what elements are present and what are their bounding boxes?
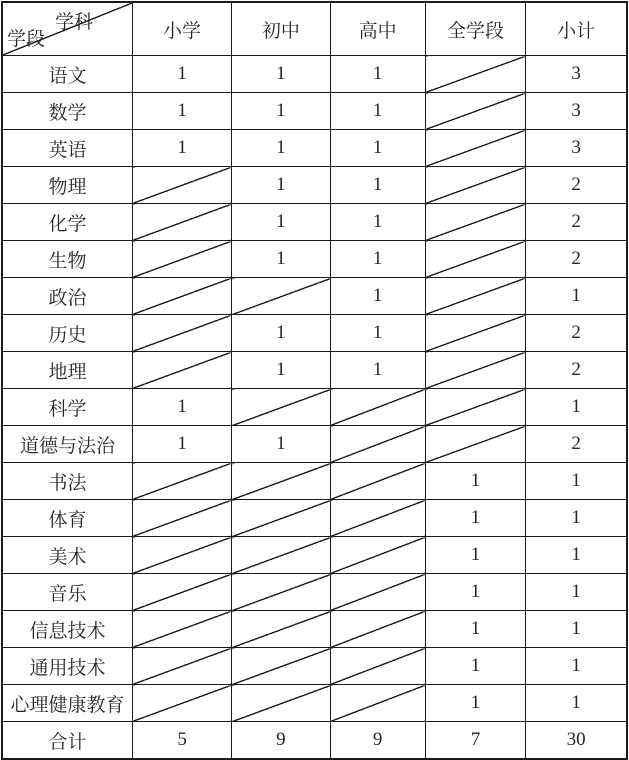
value-cell: 1	[232, 352, 330, 389]
value-cell: 1	[232, 241, 330, 278]
value-cell: 1	[132, 56, 231, 93]
row-label: 信息技术	[2, 611, 132, 648]
value-cell: 1	[425, 611, 525, 648]
value-cell: 1	[526, 611, 627, 648]
column-header: 小学	[132, 2, 231, 56]
row-label: 体育	[2, 500, 132, 537]
table-row	[2, 574, 627, 611]
table-row	[2, 241, 627, 278]
row-label: 历史	[2, 315, 132, 352]
table-row	[2, 500, 627, 537]
value-cell: 3	[526, 93, 627, 130]
table-row	[2, 389, 627, 426]
table-row	[2, 315, 627, 352]
value-cell: 1	[232, 426, 330, 463]
empty-cell-diagonal	[330, 685, 425, 722]
value-cell: 1	[232, 167, 330, 204]
total-value-cell: 30	[526, 722, 627, 760]
value-cell: 1	[132, 93, 231, 130]
empty-cell-diagonal	[232, 500, 330, 537]
empty-cell-diagonal	[132, 241, 231, 278]
row-label: 化学	[2, 204, 132, 241]
row-label: 美术	[2, 537, 132, 574]
value-cell: 1	[526, 389, 627, 426]
row-label: 英语	[2, 130, 132, 167]
value-cell: 1	[425, 537, 525, 574]
corner-cell	[2, 2, 132, 56]
empty-cell-diagonal	[132, 167, 231, 204]
value-cell: 2	[526, 426, 627, 463]
empty-cell-diagonal	[132, 352, 231, 389]
empty-cell-diagonal	[425, 204, 525, 241]
column-header: 高中	[330, 2, 425, 56]
empty-cell-diagonal	[132, 685, 231, 722]
value-cell: 1	[232, 204, 330, 241]
row-label: 语文	[2, 56, 132, 93]
value-cell: 1	[425, 463, 525, 500]
empty-cell-diagonal	[232, 574, 330, 611]
empty-cell-diagonal	[232, 611, 330, 648]
empty-cell-diagonal	[425, 352, 525, 389]
value-cell: 2	[526, 204, 627, 241]
row-label: 科学	[2, 389, 132, 426]
value-cell: 1	[330, 56, 425, 93]
column-header: 全学段	[425, 2, 525, 56]
total-value-cell: 7	[425, 722, 525, 760]
value-cell: 2	[526, 315, 627, 352]
value-cell: 1	[330, 352, 425, 389]
empty-cell-diagonal	[132, 278, 231, 315]
empty-cell-diagonal	[330, 574, 425, 611]
table-body	[2, 56, 627, 760]
value-cell: 1	[526, 648, 627, 685]
empty-cell-diagonal	[232, 685, 330, 722]
row-label: 书法	[2, 463, 132, 500]
table-row	[2, 204, 627, 241]
empty-cell-diagonal	[330, 389, 425, 426]
value-cell: 1	[330, 204, 425, 241]
row-label: 物理	[2, 167, 132, 204]
table-row	[2, 167, 627, 204]
empty-cell-diagonal	[132, 463, 231, 500]
empty-cell-diagonal	[425, 93, 525, 130]
empty-cell-diagonal	[132, 315, 231, 352]
table-row	[2, 648, 627, 685]
value-cell: 1	[526, 537, 627, 574]
value-cell: 1	[132, 389, 231, 426]
value-cell: 1	[232, 56, 330, 93]
empty-cell-diagonal	[330, 426, 425, 463]
value-cell: 1	[526, 500, 627, 537]
value-cell: 2	[526, 241, 627, 278]
row-label: 通用技术	[2, 648, 132, 685]
total-value-cell: 9	[232, 722, 330, 760]
row-label: 政治	[2, 278, 132, 315]
empty-cell-diagonal	[132, 648, 231, 685]
row-label: 音乐	[2, 574, 132, 611]
total-row	[2, 722, 627, 760]
value-cell: 1	[232, 130, 330, 167]
empty-cell-diagonal	[232, 278, 330, 315]
value-cell: 1	[425, 574, 525, 611]
row-label: 地理	[2, 352, 132, 389]
value-cell: 1	[232, 93, 330, 130]
corner-stage-label: 学段	[7, 29, 46, 50]
table-row	[2, 352, 627, 389]
empty-cell-diagonal	[132, 537, 231, 574]
empty-cell-diagonal	[330, 463, 425, 500]
empty-cell-diagonal	[425, 426, 525, 463]
corner-subject-label: 学科	[55, 12, 94, 33]
empty-cell-diagonal	[330, 611, 425, 648]
empty-cell-diagonal	[132, 611, 231, 648]
empty-cell-diagonal	[425, 56, 525, 93]
value-cell: 1	[425, 685, 525, 722]
column-header: 小计	[526, 2, 627, 56]
value-cell: 1	[232, 315, 330, 352]
row-label: 生物	[2, 241, 132, 278]
empty-cell-diagonal	[425, 167, 525, 204]
empty-cell-diagonal	[232, 389, 330, 426]
value-cell: 1	[526, 463, 627, 500]
empty-cell-diagonal	[132, 204, 231, 241]
value-cell: 1	[526, 574, 627, 611]
value-cell: 3	[526, 130, 627, 167]
value-cell: 1	[425, 500, 525, 537]
empty-cell-diagonal	[132, 500, 231, 537]
total-value-cell: 9	[330, 722, 425, 760]
table-row	[2, 463, 627, 500]
empty-cell-diagonal	[232, 463, 330, 500]
empty-cell-diagonal	[425, 278, 525, 315]
total-value-cell: 5	[132, 722, 231, 760]
value-cell: 1	[330, 241, 425, 278]
table-row	[2, 611, 627, 648]
empty-cell-diagonal	[232, 648, 330, 685]
empty-cell-diagonal	[132, 574, 231, 611]
value-cell: 3	[526, 56, 627, 93]
table-row	[2, 685, 627, 722]
table-row	[2, 130, 627, 167]
row-label: 数学	[2, 93, 132, 130]
value-cell: 2	[526, 352, 627, 389]
empty-cell-diagonal	[330, 500, 425, 537]
value-cell: 1	[330, 315, 425, 352]
value-cell: 1	[425, 648, 525, 685]
total-row-label: 合计	[2, 722, 132, 760]
empty-cell-diagonal	[232, 537, 330, 574]
row-label: 心理健康教育	[2, 685, 132, 722]
empty-cell-diagonal	[425, 315, 525, 352]
value-cell: 1	[526, 278, 627, 315]
table-row	[2, 537, 627, 574]
value-cell: 1	[526, 685, 627, 722]
table-row	[2, 93, 627, 130]
header-row	[2, 2, 627, 56]
empty-cell-diagonal	[330, 537, 425, 574]
empty-cell-diagonal	[425, 241, 525, 278]
row-label: 道德与法治	[2, 426, 132, 463]
table-row	[2, 56, 627, 93]
value-cell: 1	[330, 130, 425, 167]
value-cell: 1	[132, 426, 231, 463]
empty-cell-diagonal	[330, 648, 425, 685]
value-cell: 1	[132, 130, 231, 167]
table-row	[2, 426, 627, 463]
value-cell: 1	[330, 278, 425, 315]
value-cell: 2	[526, 167, 627, 204]
column-header: 初中	[232, 2, 330, 56]
table-row	[2, 278, 627, 315]
subject-stage-table	[1, 1, 628, 760]
empty-cell-diagonal	[425, 389, 525, 426]
empty-cell-diagonal	[425, 130, 525, 167]
value-cell: 1	[330, 93, 425, 130]
value-cell: 1	[330, 167, 425, 204]
